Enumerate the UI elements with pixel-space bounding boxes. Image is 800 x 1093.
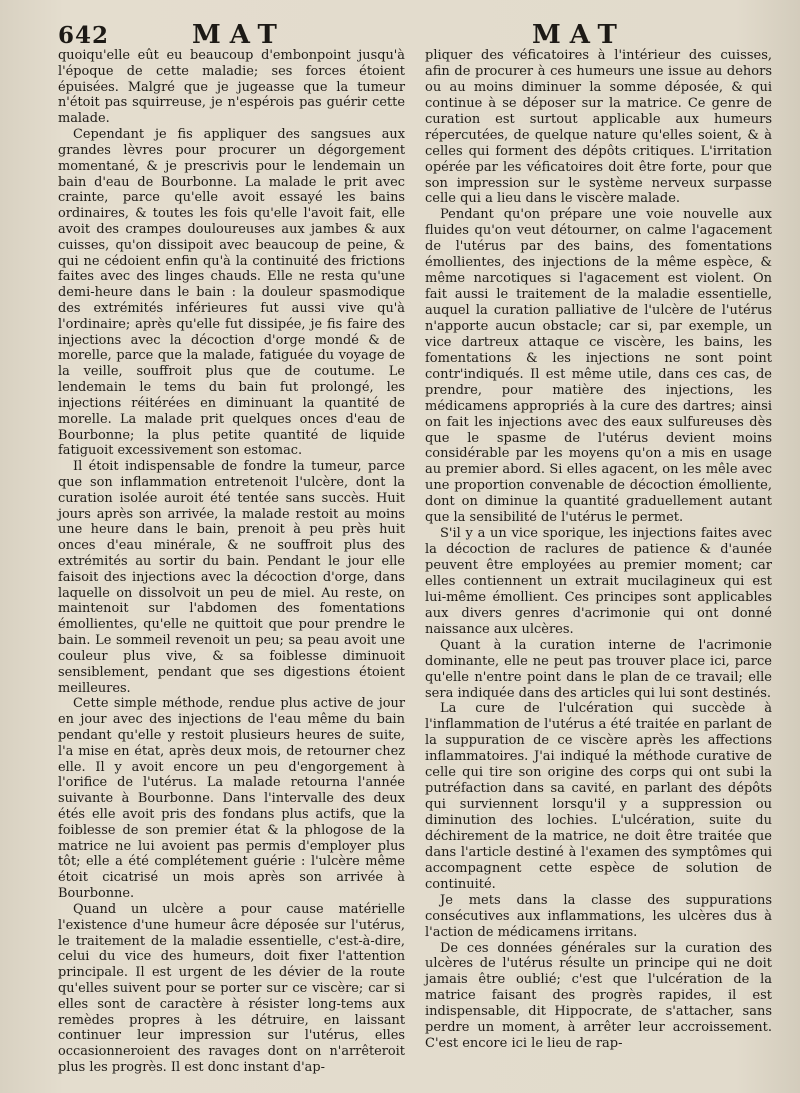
left-running-head: MAT: [192, 20, 286, 50]
paragraph: quoiqu'elle eût eu beaucoup d'embonpoint jusqu'à l'époque de cette maladie; ses forces étoient épuisées. Malgré que je jugeasse que la tumeur n'étoit pas squirreuse, je n'espérois pas guérir cette malade.: [58, 48, 405, 127]
left-column: [58, 48, 405, 1076]
text-columns: [58, 48, 776, 1078]
paragraph: S'il y a un vice sporique, les injections faites avec la décoction de raclures de patience & d'aunée peuvent être employées au premier moment; car elles contiennent un extrait mucilagineux qui est lui-même émollient. Ces principes sont applicables aux divers genres d'acrimonie qui ont donné naissance aux ulcères.: [425, 526, 772, 637]
paragraph: Je mets dans la classe des suppurations consécutives aux inflammations, les ulcères dus à l'action de médicamens irritans.: [425, 892, 772, 940]
paragraph: La cure de l'ulcération qui succède à l'inflammation de l'utérus a été traitée en parlant de la suppuration de ce viscère après les affections inflammatoires. J'ai indiqué la méthode curative de celle qui tire son origine des corps qui ont subi la putréfaction dans sa cavité, en parlant des dépôts qui surviennent lorsqu'il y a suppression ou diminution des lochies. L'ulcération, suite du déchirement de la matrice, ne doit être traitée que dans l'article destiné à l'examen des symptômes qui accompagnent cette espèce de solution de continuité.: [425, 701, 772, 892]
paragraph: Quand un ulcère a pour cause matérielle l'existence d'une humeur âcre déposée sur l'utérus, le traitement de la maladie essentielle, c'est-à-dire, celui du vice des humeurs, doit fixer l'attention principale. Il est urgent de les dévier de la route qu'elles suivent pour se porter sur ce viscère; car si elles sont de caractère à résister long-tems aux remèdes propres à les détruire, en laissant continuer leur impression sur l'utérus, elles occasionneroient des ravages dont on n'arrêteroit plus les progrès. Il est donc instant d'ap-: [58, 901, 405, 1075]
right-column: [425, 48, 772, 1052]
page-number: 642: [58, 22, 110, 49]
paragraph: De ces données générales sur la curation des ulcères de l'utérus résulte un principe qui ne doit jamais être oublié; c'est que l'ulcération de la matrice faisant des progrès rapides, il est indispensable, dit Hippocrate, de s'attacher, sans perdre un moment, à arrêter leur accroissement. C'est encore ici le lieu de rap-: [425, 940, 772, 1052]
paragraph: pliquer des véficatoires à l'intérieur des cuisses, afin de procurer à ces humeurs une issue au dehors ou au moins diminuer la somme déposée, & qui continue à se déposer sur la matrice. Ce genre de curation est surtout applicable aux humeurs répercutées, de quelque nature qu'elles soient, & à celles qui forment des dépôts critiques. L'irritation opérée par les véficatoires doit être forte, pour que son impression sur le système nerveux surpasse celle qui a lieu dans le viscère malade.: [425, 48, 772, 207]
right-running-head: MAT: [532, 20, 626, 50]
paragraph: Quant à la curation interne de l'acrimonie dominante, elle ne peut pas trouver place ici, parce qu'elle n'entre point dans le plan de ce travail; elle sera indiquée dans des articles qui lui sont destinés.: [425, 637, 772, 701]
paragraph: Il étoit indispensable de fondre la tumeur, parce que son inflammation entretenoit l'ulcère, dont la curation isolée auroit été tentée sans succès. Huit jours après son arrivée, la malade restoit au moins une heure dans le bain, prenoit à peu près huit onces d'eau minérale, & ne souffroit plus des extrémités au sortir du bain. Pendant le jour elle faisoit des injections avec la décoction d'orge, dans laquelle on dissolvoit un peu de miel. Au reste, on maintenoit sur l'abdomen des fomentations émollientes, qu'elle ne quittoit que pour prendre le bain. Le sommeil revenoit un peu; sa peau avoit une couleur plus vive, & sa foiblesse diminuoit sensiblement, pendant que ses digestions étoient meilleures.: [58, 459, 405, 696]
paragraph: Cependant je fis appliquer des sangsues aux grandes lèvres pour procurer un dégorgement momentané, & je prescrivis pour le lendemain un bain d'eau de Bourbonne. La malade le prit avec crainte, parce qu'elle avoit essayé les bains ordinaires, & toutes les fois qu'elle l'avoit fait, elle avoit des crampes douloureuses aux jambes & aux cuisses, qu'on dissipoit avec beaucoup de peine, & qui ne cédoient enfin qu'à la continuité des frictions faites avec des linges chauds. Elle ne resta qu'une demi-heure dans le bain : la douleur spasmodique des extrémités inférieures fut aussi vive qu'à l'ordinaire; après qu'elle fut dissipée, je fis faire des injections avec la décoction d'orge mondé & de morelle, parce que la malade, fatiguée du voyage de la veille, souffroit plus que de coutume. Le lendemain le tems du bain fut prolongé, les injections réitérées en diminuant la quantité de morelle. La malade prit quelques onces d'eau de Bourbonne; la plus petite quantité de liquide fatiguoit excessivement son estomac.: [58, 127, 405, 459]
paragraph: Cette simple méthode, rendue plus active de jour en jour avec des injections de l'eau même du bain pendant qu'elle y restoit plusieurs heures de suite, l'a mise en état, après deux mois, de retourner chez elle. Il y avoit encore un peu d'engorgement à l'orifice de l'utérus. La malade retourna l'année suivante à Bourbonne. Dans l'intervalle des deux étés elle avoit pris des fondans plus actifs, que la foiblesse de son premier état & la phlogose de la matrice ne lui avoient pas permis d'employer plus tôt; elle a été complétement guérie : l'ulcère même étoit cicatrisé un mois après son arrivée à Bourbonne.: [58, 696, 405, 902]
paragraph: Pendant qu'on prépare une voie nouvelle aux fluides qu'on veut détourner, on calme l'agacement de l'utérus par des bains, des fomentations émollientes, des injections de la même espèce, & même narcotiques si l'agacement est violent. On fait aussi le traitement de la maladie essentielle, auquel la curation palliative de l'ulcère de l'utérus n'apporte aucun obstacle; car si, par exemple, un vice dartreux attaque ce viscère, les bains, les fomentations & les injections ne sont point contr'indiqués. Il est même utile, dans ces cas, de prendre, pour matière des injections, les médicamens appropriés à la cure des dartres; ainsi on fait les injections avec des eaux sulfureuses dès que le spasme de l'utérus devient moins considérable par les moyens qu'on a mis en usage au premier abord. Si elles agacent, on les mêle avec une proportion convenable de décoction émolliente, dont on diminue la quantité graduellement autant que la sensibilité de l'utérus le permet.: [425, 207, 772, 526]
